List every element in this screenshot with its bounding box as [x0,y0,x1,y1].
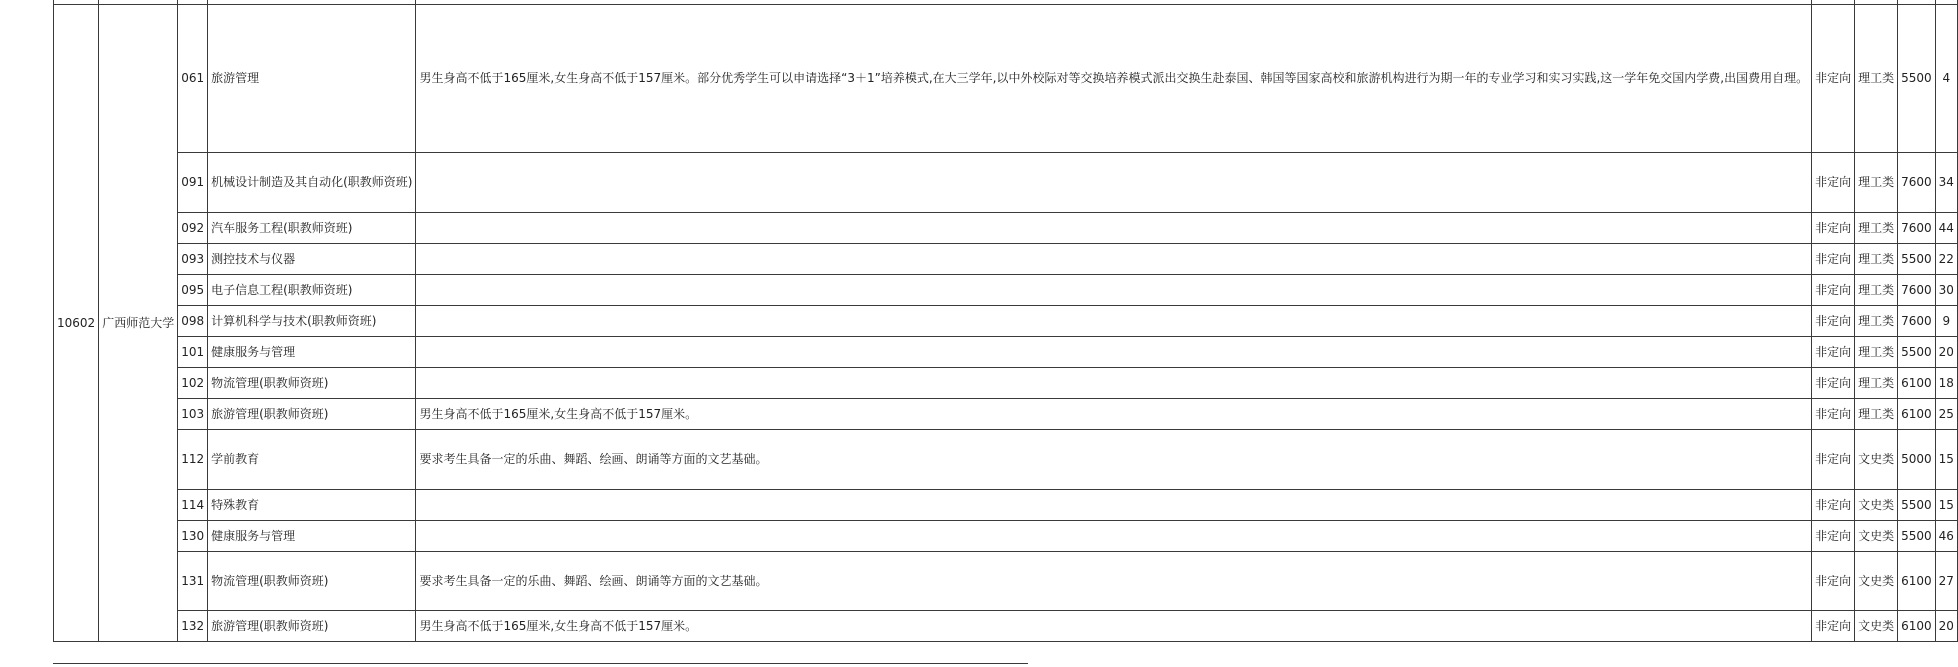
admission-plan-table [53,0,1958,642]
major-code: 130 [178,521,208,552]
enrollment-count: 27 [1935,552,1957,611]
table-row [54,521,1958,552]
plan-type: 非定向 [1812,337,1855,368]
major-code: 102 [178,368,208,399]
subject-category: 理工类 [1855,275,1898,306]
major-name: 健康服务与管理 [208,521,416,552]
plan-type: 非定向 [1812,306,1855,337]
tuition-fee: 7600 [1898,306,1936,337]
major-note: 男生身高不低于165厘米,女生身高不低于157厘米。 [416,399,1812,430]
plan-type: 非定向 [1812,5,1855,153]
table-row [54,430,1958,490]
major-name: 学前教育 [208,430,416,490]
major-note [416,490,1812,521]
tuition-fee: 6100 [1898,611,1936,642]
major-note [416,337,1812,368]
major-note [416,244,1812,275]
enrollment-count: 15 [1935,490,1957,521]
major-name: 旅游管理(职教师资班) [208,399,416,430]
plan-type: 非定向 [1812,153,1855,213]
subject-category: 理工类 [1855,244,1898,275]
major-name: 旅游管理(职教师资班) [208,611,416,642]
subject-category: 理工类 [1855,368,1898,399]
major-note: 要求考生具备一定的乐曲、舞蹈、绘画、朗诵等方面的文艺基础。 [416,552,1812,611]
tuition-fee: 6100 [1898,368,1936,399]
subject-category: 文史类 [1855,521,1898,552]
tuition-fee: 5500 [1898,490,1936,521]
table-row [54,337,1958,368]
subject-category: 文史类 [1855,611,1898,642]
major-code: 114 [178,490,208,521]
major-note [416,368,1812,399]
table-row [54,213,1958,244]
major-code: 092 [178,213,208,244]
enrollment-count: 4 [1935,5,1957,153]
plan-type: 非定向 [1812,552,1855,611]
table-row [54,399,1958,430]
major-name: 测控技术与仪器 [208,244,416,275]
plan-type: 非定向 [1812,244,1855,275]
table-row [54,275,1958,306]
subject-category: 理工类 [1855,337,1898,368]
tuition-fee: 6100 [1898,552,1936,611]
major-name: 物流管理(职教师资班) [208,368,416,399]
tuition-fee: 7600 [1898,213,1936,244]
enrollment-count: 20 [1935,337,1957,368]
major-note: 男生身高不低于165厘米,女生身高不低于157厘米。 [416,611,1812,642]
tuition-fee: 5500 [1898,521,1936,552]
tuition-fee: 5500 [1898,5,1936,153]
major-code: 093 [178,244,208,275]
major-code: 095 [178,275,208,306]
enrollment-count: 20 [1935,611,1957,642]
tuition-fee: 5000 [1898,430,1936,490]
table-row [54,306,1958,337]
major-name: 机械设计制造及其自动化(职教师资班) [208,153,416,213]
major-note: 男生身高不低于165厘米,女生身高不低于157厘米。部分优秀学生可以申请选择“3＋1”培养模式,在大三学年,以中外校际对等交换培养模式派出交换生赴泰国、韩国等国家高校和旅游机构进行为期一年的专业学习和实习实践,这一学年免交国内学费,出国费用自理。 [416,5,1812,153]
enrollment-count: 30 [1935,275,1957,306]
major-code: 103 [178,399,208,430]
enrollment-count: 9 [1935,306,1957,337]
major-code: 091 [178,153,208,213]
plan-type: 非定向 [1812,275,1855,306]
plan-type: 非定向 [1812,213,1855,244]
enrollment-count: 46 [1935,521,1957,552]
tuition-fee: 7600 [1898,153,1936,213]
table-row [54,244,1958,275]
enrollment-count: 22 [1935,244,1957,275]
plan-type: 非定向 [1812,521,1855,552]
subject-category: 文史类 [1855,552,1898,611]
major-note [416,306,1812,337]
institution-code: 10602 [54,5,99,642]
major-note: 要求考生具备一定的乐曲、舞蹈、绘画、朗诵等方面的文艺基础。 [416,430,1812,490]
plan-type: 非定向 [1812,490,1855,521]
table-row [54,368,1958,399]
tuition-fee: 7600 [1898,275,1936,306]
major-note [416,213,1812,244]
table-row [54,5,1958,153]
table-row [54,552,1958,611]
major-name: 旅游管理 [208,5,416,153]
major-name: 汽车服务工程(职教师资班) [208,213,416,244]
major-code: 112 [178,430,208,490]
institution-name: 广西师范大学 [99,5,178,642]
plan-type: 非定向 [1812,368,1855,399]
major-note [416,521,1812,552]
table-row [54,490,1958,521]
enrollment-count: 15 [1935,430,1957,490]
tuition-fee: 6100 [1898,399,1936,430]
enrollment-count: 44 [1935,213,1957,244]
major-code: 098 [178,306,208,337]
plan-type: 非定向 [1812,430,1855,490]
plan-type: 非定向 [1812,611,1855,642]
table-row [54,153,1958,213]
major-note [416,153,1812,213]
tuition-fee: 5500 [1898,244,1936,275]
table-bottom-divider [53,663,1028,664]
tuition-fee: 5500 [1898,337,1936,368]
major-name: 健康服务与管理 [208,337,416,368]
subject-category: 理工类 [1855,306,1898,337]
enrollment-count: 25 [1935,399,1957,430]
plan-type: 非定向 [1812,399,1855,430]
major-note [416,275,1812,306]
major-name: 特殊教育 [208,490,416,521]
major-name: 计算机科学与技术(职教师资班) [208,306,416,337]
subject-category: 理工类 [1855,5,1898,153]
subject-category: 理工类 [1855,399,1898,430]
major-name: 物流管理(职教师资班) [208,552,416,611]
major-code: 131 [178,552,208,611]
subject-category: 理工类 [1855,153,1898,213]
table-row [54,611,1958,642]
major-code: 101 [178,337,208,368]
subject-category: 理工类 [1855,213,1898,244]
enrollment-count: 34 [1935,153,1957,213]
major-name: 电子信息工程(职教师资班) [208,275,416,306]
major-code: 132 [178,611,208,642]
subject-category: 文史类 [1855,430,1898,490]
subject-category: 文史类 [1855,490,1898,521]
major-code: 061 [178,5,208,153]
enrollment-count: 18 [1935,368,1957,399]
